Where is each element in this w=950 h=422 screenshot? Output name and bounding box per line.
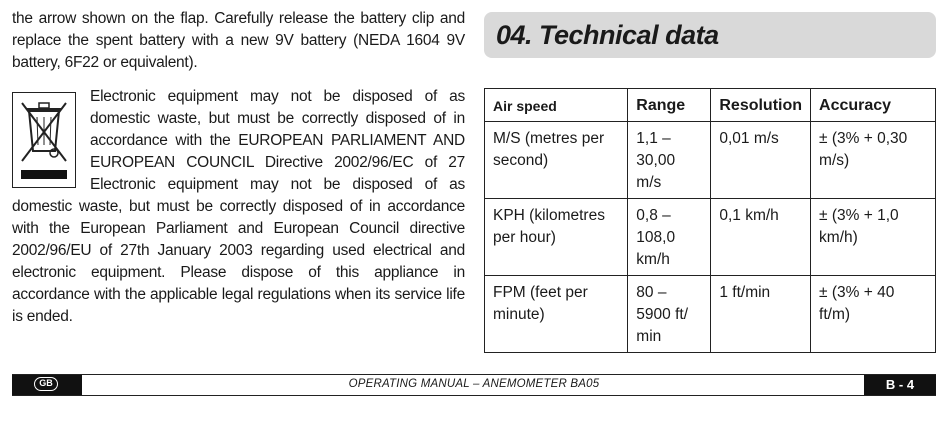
cell-accuracy: ± (3% + 1,0 km/h) bbox=[811, 199, 936, 276]
footer-title: OPERATING MANUAL – ANEMOMETER BA05 bbox=[348, 378, 600, 390]
cell-unit: M/S (metres per second) bbox=[485, 122, 628, 199]
cell-range: 1,1 – 30,00 m/s bbox=[628, 122, 711, 199]
footer-left-tab bbox=[12, 375, 82, 395]
table-row bbox=[485, 122, 936, 199]
header-accuracy: Accuracy bbox=[811, 89, 936, 122]
header-range: Range bbox=[628, 89, 711, 122]
page-number: B - 4 bbox=[864, 375, 936, 395]
technical-data-table bbox=[484, 88, 936, 353]
page-footer bbox=[12, 374, 936, 396]
cell-resolution: 0,1 km/h bbox=[711, 199, 811, 276]
disposal-paragraph: Electronic equipment may not be disposed of as domestic waste, but must be correctly disposed of in accordance with the EUROPEAN PARLIAMENT AND EUROPEAN COUNCIL Directive 2002/96/EC of 27 Electronic equipment may not be disposed of as domestic waste, but must be correctly disposed of in accordance with the European Parliament and European Council directive 2002/96/EU of 27th January 2003 regarding used electrical and electronic equipment. Please dispose of this appliance in accordance with the applicable legal regulations when its service life is ended. bbox=[12, 88, 465, 325]
table-row bbox=[485, 199, 936, 276]
section-heading-box bbox=[484, 12, 936, 58]
cell-unit: FPM (feet per minute) bbox=[485, 276, 628, 353]
language-badge: GB bbox=[34, 377, 58, 391]
table-row bbox=[485, 276, 936, 353]
section-title: 04. Technical data bbox=[496, 19, 719, 50]
cell-range: 80 – 5900 ft/ min bbox=[628, 276, 711, 353]
table-header-row bbox=[485, 89, 936, 122]
cell-unit: KPH (kilometres per hour) bbox=[485, 199, 628, 276]
disposal-block bbox=[12, 86, 465, 328]
left-column bbox=[12, 8, 465, 328]
cell-range: 0,8 – 108,0 km/h bbox=[628, 199, 711, 276]
battery-paragraph: the arrow shown on the flap. Carefully release the battery clip and replace the spent battery with a new 9V battery (NEDA 1604 9V battery, 6F22 or equivalent). bbox=[12, 10, 465, 71]
cell-accuracy: ± (3% + 0,30 m/s) bbox=[811, 122, 936, 199]
header-air-speed: Air speed bbox=[485, 89, 628, 122]
cell-accuracy: ± (3% + 40 ft/m) bbox=[811, 276, 936, 353]
cell-resolution: 0,01 m/s bbox=[711, 122, 811, 199]
weee-marking-bar bbox=[21, 170, 67, 179]
crossed-out-wheelie-bin-icon bbox=[12, 92, 76, 188]
cell-resolution: 1 ft/min bbox=[711, 276, 811, 353]
header-resolution: Resolution bbox=[711, 89, 811, 122]
right-column bbox=[484, 12, 936, 353]
